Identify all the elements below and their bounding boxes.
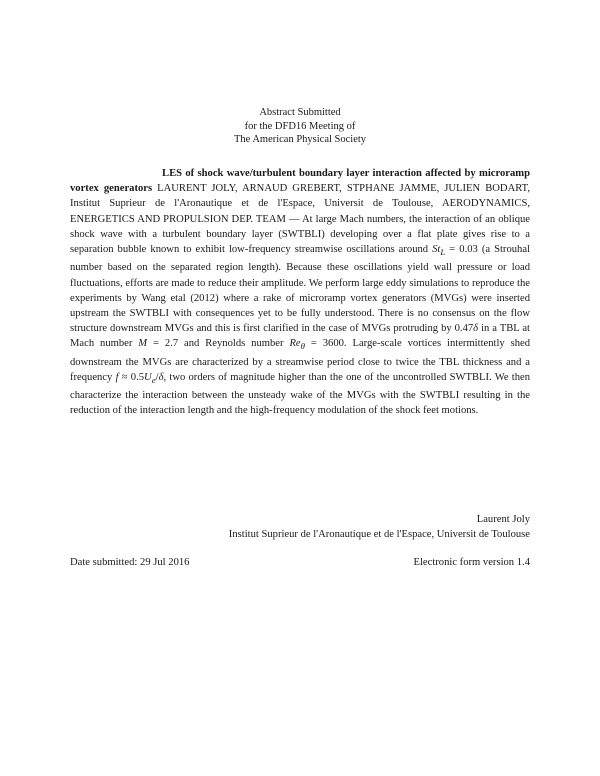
math-delta: δ bbox=[473, 323, 479, 335]
math-re-value: = 3600. Large-scale vortices intermittently shed downstream the MVGs are characterized by a streamwise period close to twice the TBL thickness and a frequency bbox=[70, 338, 531, 383]
math-f-value: ≈ 0.5 bbox=[118, 371, 145, 383]
abstract-body bbox=[70, 166, 530, 419]
math-st: St bbox=[432, 244, 441, 256]
math-st-sub: L bbox=[440, 247, 446, 258]
abstract-text-3: in a TBL at Mach number bbox=[70, 323, 530, 350]
math-mach: M bbox=[138, 338, 148, 350]
abstract-authors: LAURENT JOLY, ARNAUD GREBERT, STPHANE JAMME, JULIEN BODART, Institut Suprieur de l'Aronautique et de l'Espace, Universit de Toulouse, AERODYNAMICS, ENERGETICS AND PROPULSION DEP. TEAM bbox=[70, 183, 530, 225]
abstract-header bbox=[0, 106, 600, 147]
header-line-3: The American Physical Society bbox=[233, 134, 367, 145]
abstract-separator: — bbox=[285, 213, 303, 225]
header-line-2: for the DFD16 Meeting of bbox=[244, 120, 356, 132]
abstract-text-1: At large Mach numbers, the interaction of an oblique shock wave with a turbulent boundary layer (SWTBLI) developing over a flat plate gives rise to a separation bubble known to exhibit low-frequency streamwise oscillations around bbox=[70, 213, 530, 256]
math-u: U bbox=[144, 371, 152, 383]
math-f: f bbox=[115, 371, 119, 383]
header-line-1: Abstract Submitted bbox=[259, 107, 341, 118]
signature-name: Laurent Joly bbox=[476, 514, 530, 525]
abstract-title: LES of shock wave/turbulent boundary layer interaction affected by microramp vortex generators bbox=[70, 168, 530, 195]
abstract-text-2: (a Strouhal number based on the separated region length). Because these oscillations yield wall pressure or load fluctuations, efforts are made to reduce their amplitude. We perform large eddy simulations to reproduce the experiments by Wang etal (2012) where a rake of microramp vortex generators (MVGs) were inserted upstream the SWTBLI with consequences yet to be fully understood. There is no consensus on the flow structure downstream MVGs and this is first clarified in the case of MVGs protruding by 0.47 bbox=[70, 244, 530, 335]
math-u-sub: e bbox=[151, 374, 156, 385]
abstract-text-4: , two orders of magnitude higher than the one of the uncontrolled SWTBLI. We then characterize the interaction between the unsteady wake of the MVGs with the SWTBLI resulting in the reduction of the interaction length and the high-frequency modulation of the shock feet motions. bbox=[70, 371, 531, 417]
math-st-value: = 0.03 bbox=[445, 244, 478, 256]
math-mach-value: = 2.7 and Reynolds number bbox=[147, 338, 290, 350]
date-submitted: Date submitted: 29 Jul 2016 bbox=[70, 557, 190, 568]
math-delta-2: δ bbox=[158, 371, 164, 383]
math-re: Re bbox=[289, 338, 301, 350]
signature-block bbox=[229, 512, 530, 542]
math-re-sub: θ bbox=[300, 341, 305, 352]
math-slash: / bbox=[155, 371, 159, 383]
form-version: Electronic form version 1.4 bbox=[413, 557, 530, 568]
signature-affiliation: Institut Suprieur de l'Aronautique et de l'Espace, Universit de Toulouse bbox=[228, 529, 530, 540]
